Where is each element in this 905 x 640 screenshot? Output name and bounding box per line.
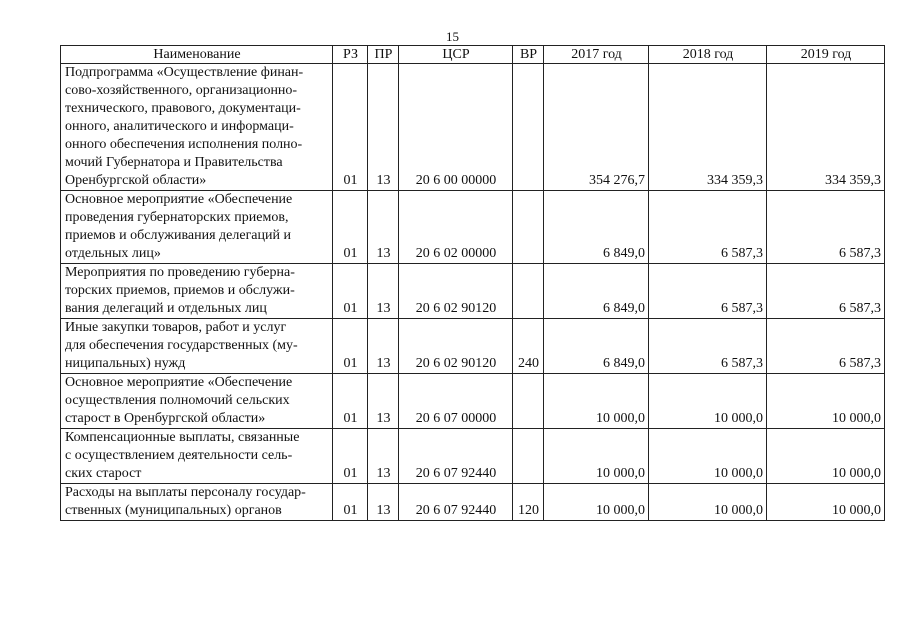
row-rz: 01 (333, 374, 368, 429)
row-name: Иные закупки товаров, работ и услуг для обеспечения государственных (му- ниципальных) нужд (61, 319, 333, 374)
row-name: Основное мероприятие «Обеспечение проведения губернаторских приемов, приемов и обслуживания делегаций и отдельных лиц» (61, 191, 333, 264)
row-2017: 10 000,0 (544, 484, 649, 521)
row-2018: 10 000,0 (649, 429, 767, 484)
table-row (61, 374, 885, 429)
row-2018: 334 359,3 (649, 64, 767, 191)
row-csr: 20 6 02 90120 (399, 264, 513, 319)
row-pr: 13 (368, 484, 399, 521)
row-2019: 10 000,0 (767, 374, 885, 429)
row-name: Подпрограмма «Осуществление финан- сово-хозяйственного, организационно- технического, правового, документаци- онного, аналитического и информаци- онного обеспечения исполнения полно- мочий Губернатора и Правительства Оренбургской области» (61, 64, 333, 191)
row-vr: 120 (513, 484, 544, 521)
row-rz: 01 (333, 484, 368, 521)
row-csr: 20 6 07 92440 (399, 429, 513, 484)
header-name: Наименование (61, 46, 333, 64)
row-vr (513, 191, 544, 264)
row-csr: 20 6 02 00000 (399, 191, 513, 264)
table-row (61, 484, 885, 521)
header-pr: ПР (368, 46, 399, 64)
row-pr: 13 (368, 264, 399, 319)
row-rz: 01 (333, 429, 368, 484)
row-name: Расходы на выплаты персоналу государ- ственных (муниципальных) органов (61, 484, 333, 521)
header-2018: 2018 год (649, 46, 767, 64)
row-rz: 01 (333, 64, 368, 191)
row-2019: 6 587,3 (767, 191, 885, 264)
row-rz: 01 (333, 319, 368, 374)
row-2018: 6 587,3 (649, 319, 767, 374)
table-header-row (61, 46, 885, 64)
row-2019: 6 587,3 (767, 319, 885, 374)
page-number: 15 (446, 29, 459, 44)
header-rz: РЗ (333, 46, 368, 64)
row-csr: 20 6 02 90120 (399, 319, 513, 374)
row-vr (513, 264, 544, 319)
row-vr (513, 64, 544, 191)
row-2017: 10 000,0 (544, 374, 649, 429)
row-csr: 20 6 07 92440 (399, 484, 513, 521)
row-2018: 6 587,3 (649, 191, 767, 264)
table-row (61, 191, 885, 264)
row-2019: 6 587,3 (767, 264, 885, 319)
row-2017: 6 849,0 (544, 264, 649, 319)
header-2019: 2019 год (767, 46, 885, 64)
row-2018: 6 587,3 (649, 264, 767, 319)
header-csr: ЦСР (399, 46, 513, 64)
row-rz: 01 (333, 264, 368, 319)
row-2019: 334 359,3 (767, 64, 885, 191)
header-2017: 2017 год (544, 46, 649, 64)
row-pr: 13 (368, 64, 399, 191)
row-pr: 13 (368, 319, 399, 374)
row-2018: 10 000,0 (649, 484, 767, 521)
budget-table (60, 45, 885, 521)
table-row (61, 264, 885, 319)
row-csr: 20 6 07 00000 (399, 374, 513, 429)
table-row (61, 319, 885, 374)
table-row (61, 429, 885, 484)
row-2017: 354 276,7 (544, 64, 649, 191)
row-2018: 10 000,0 (649, 374, 767, 429)
row-name: Компенсационные выплаты, связанные с осуществлением деятельности сель- ских старост (61, 429, 333, 484)
row-pr: 13 (368, 191, 399, 264)
row-pr: 13 (368, 374, 399, 429)
row-vr: 240 (513, 319, 544, 374)
row-pr: 13 (368, 429, 399, 484)
row-2017: 6 849,0 (544, 191, 649, 264)
row-rz: 01 (333, 191, 368, 264)
row-2019: 10 000,0 (767, 429, 885, 484)
row-2017: 6 849,0 (544, 319, 649, 374)
row-vr (513, 374, 544, 429)
row-csr: 20 6 00 00000 (399, 64, 513, 191)
row-name: Основное мероприятие «Обеспечение осуществления полномочий сельских старост в Оренбургской области» (61, 374, 333, 429)
table-row (61, 64, 885, 191)
header-vr: ВР (513, 46, 544, 64)
row-2019: 10 000,0 (767, 484, 885, 521)
row-2017: 10 000,0 (544, 429, 649, 484)
row-vr (513, 429, 544, 484)
row-name: Мероприятия по проведению губерна- торских приемов, приемов и обслужи- вания делегаций и отдельных лиц (61, 264, 333, 319)
